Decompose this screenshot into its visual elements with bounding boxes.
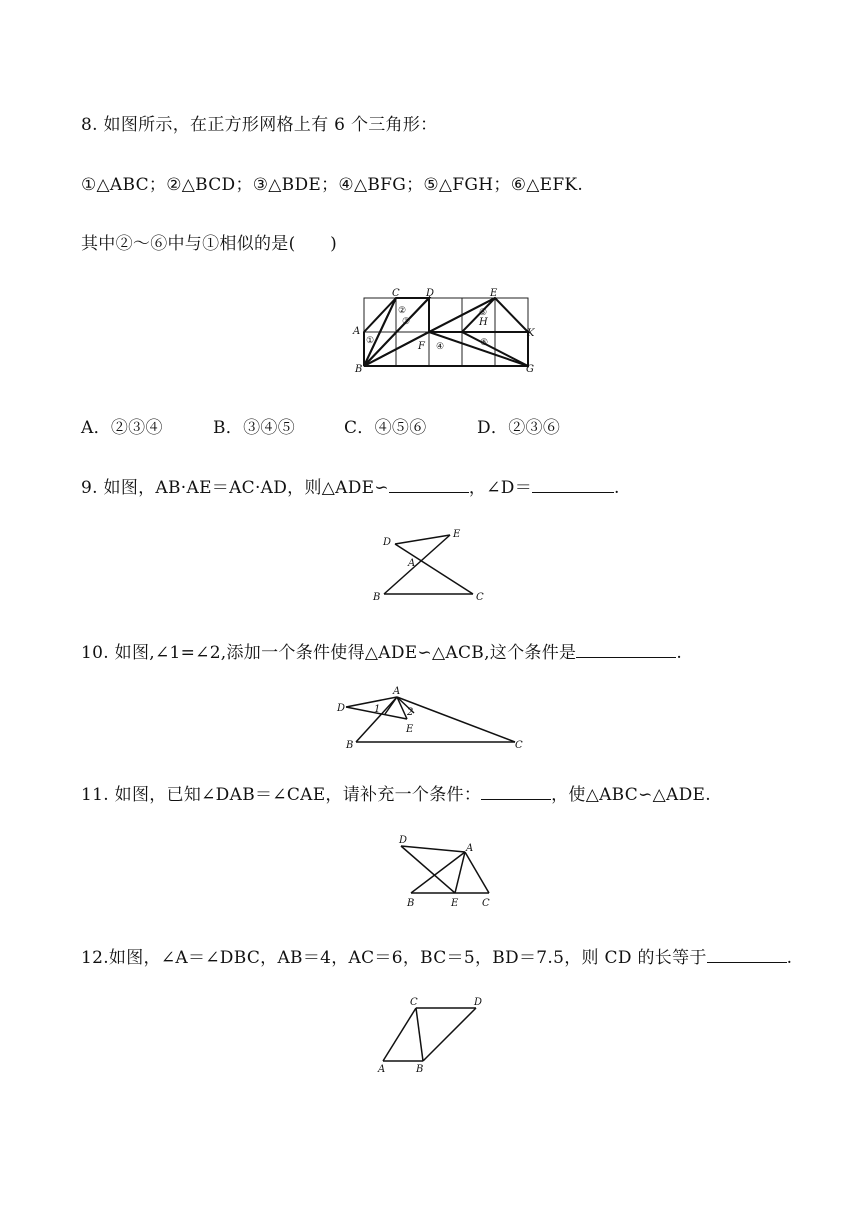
- q12-label-A: A: [378, 1064, 386, 1075]
- q9-label-E: E: [453, 529, 461, 540]
- q10-label-B: B: [346, 740, 354, 751]
- q10-text-a: 10. 如图,∠1=∠2,添加一个条件使得△ADE∽△ACB,这个条件是: [81, 643, 577, 663]
- q11-label-C: C: [482, 898, 490, 909]
- q9-text-a: 9. 如图，AB·AE＝AC·AD，则△ADE∽: [81, 478, 389, 498]
- q9-text-b: ，∠D＝: [468, 478, 532, 498]
- q8-num-5: ⑤: [480, 338, 489, 348]
- q9-label-A: A: [408, 558, 416, 569]
- q8-label-F: F: [418, 341, 425, 352]
- q12-text-b: .: [786, 948, 793, 968]
- q8-num-3: ③: [402, 317, 411, 327]
- q8-label-E: E: [490, 288, 498, 299]
- q11-label-D: D: [399, 835, 408, 846]
- q10-text-b: .: [676, 643, 683, 663]
- q10-label-A: A: [393, 686, 401, 697]
- q10-figure: [334, 682, 534, 752]
- q9-label-B: B: [373, 592, 381, 603]
- q10-angle-2: 2: [407, 707, 414, 718]
- q8-label-B: B: [355, 364, 363, 375]
- q12-text: [81, 943, 792, 968]
- q12-label-C: C: [410, 997, 418, 1008]
- q8-num-2: ②: [398, 306, 407, 316]
- q11-figure: [392, 828, 502, 910]
- q8-label-C: C: [392, 288, 400, 299]
- q9-answer-blank-1[interactable]: [389, 478, 469, 493]
- q8-options: [81, 413, 560, 438]
- q11-label-E: E: [451, 898, 459, 909]
- q8-label-G: G: [526, 364, 534, 375]
- q9-answer-blank-2[interactable]: [532, 478, 614, 493]
- q9-text: [81, 473, 620, 498]
- q8-option-d[interactable]: D．②③⑥: [477, 418, 561, 438]
- q12-label-D: D: [474, 997, 483, 1008]
- q8-option-c[interactable]: C．④⑤⑥: [344, 418, 427, 438]
- q9-label-D: D: [383, 537, 392, 548]
- q12-label-B: B: [416, 1064, 424, 1075]
- q8-num-1: ①: [366, 336, 375, 346]
- q11-text-a: 11. 如图，已知∠DAB＝∠CAE，请补充一个条件：: [81, 785, 482, 805]
- q11-label-B: B: [407, 898, 415, 909]
- q8-option-b[interactable]: B．③④⑤: [213, 418, 295, 438]
- q8-label-D: D: [426, 288, 435, 299]
- q8-label-H: H: [479, 317, 488, 328]
- q8-option-a[interactable]: A．②③④: [81, 418, 163, 438]
- q8-label-A: A: [353, 326, 361, 337]
- q8-num-6: ⑥: [479, 308, 488, 318]
- q11-text: [81, 780, 711, 805]
- q8-triangles: ①△ABC；②△BCD；③△BDE；④△BFG；⑤△FGH；⑥△EFK.: [81, 175, 584, 195]
- q10-answer-blank[interactable]: [576, 643, 676, 658]
- q10-label-C: C: [515, 740, 523, 751]
- q8-stem: 8. 如图所示，在正方形网格上有 6 个三角形：: [81, 115, 438, 135]
- q12-figure: [372, 993, 492, 1075]
- q10-label-E: E: [406, 724, 414, 735]
- q10-label-D: D: [337, 703, 346, 714]
- q10-angle-1: 1: [374, 704, 381, 715]
- q10-text: [81, 638, 682, 663]
- q8-num-4: ④: [436, 342, 445, 352]
- q8-question: 其中②～⑥中与①相似的是( ): [81, 234, 338, 254]
- q9-figure: [365, 522, 495, 607]
- q8-label-K: K: [527, 328, 535, 339]
- q9-text-c: .: [614, 478, 620, 498]
- q12-text-a: 12.如图，∠A＝∠DBC，AB＝4，AC＝6，BC＝5，BD＝7.5，则 CD 的长等于: [81, 948, 707, 968]
- q8-grid-figure: [340, 283, 540, 378]
- q11-label-A: A: [466, 843, 474, 854]
- q12-answer-blank[interactable]: [707, 948, 787, 963]
- q11-text-b: ，使△ABC∽△ADE.: [551, 785, 711, 805]
- q9-label-C: C: [476, 592, 484, 603]
- q11-answer-blank[interactable]: [481, 785, 551, 800]
